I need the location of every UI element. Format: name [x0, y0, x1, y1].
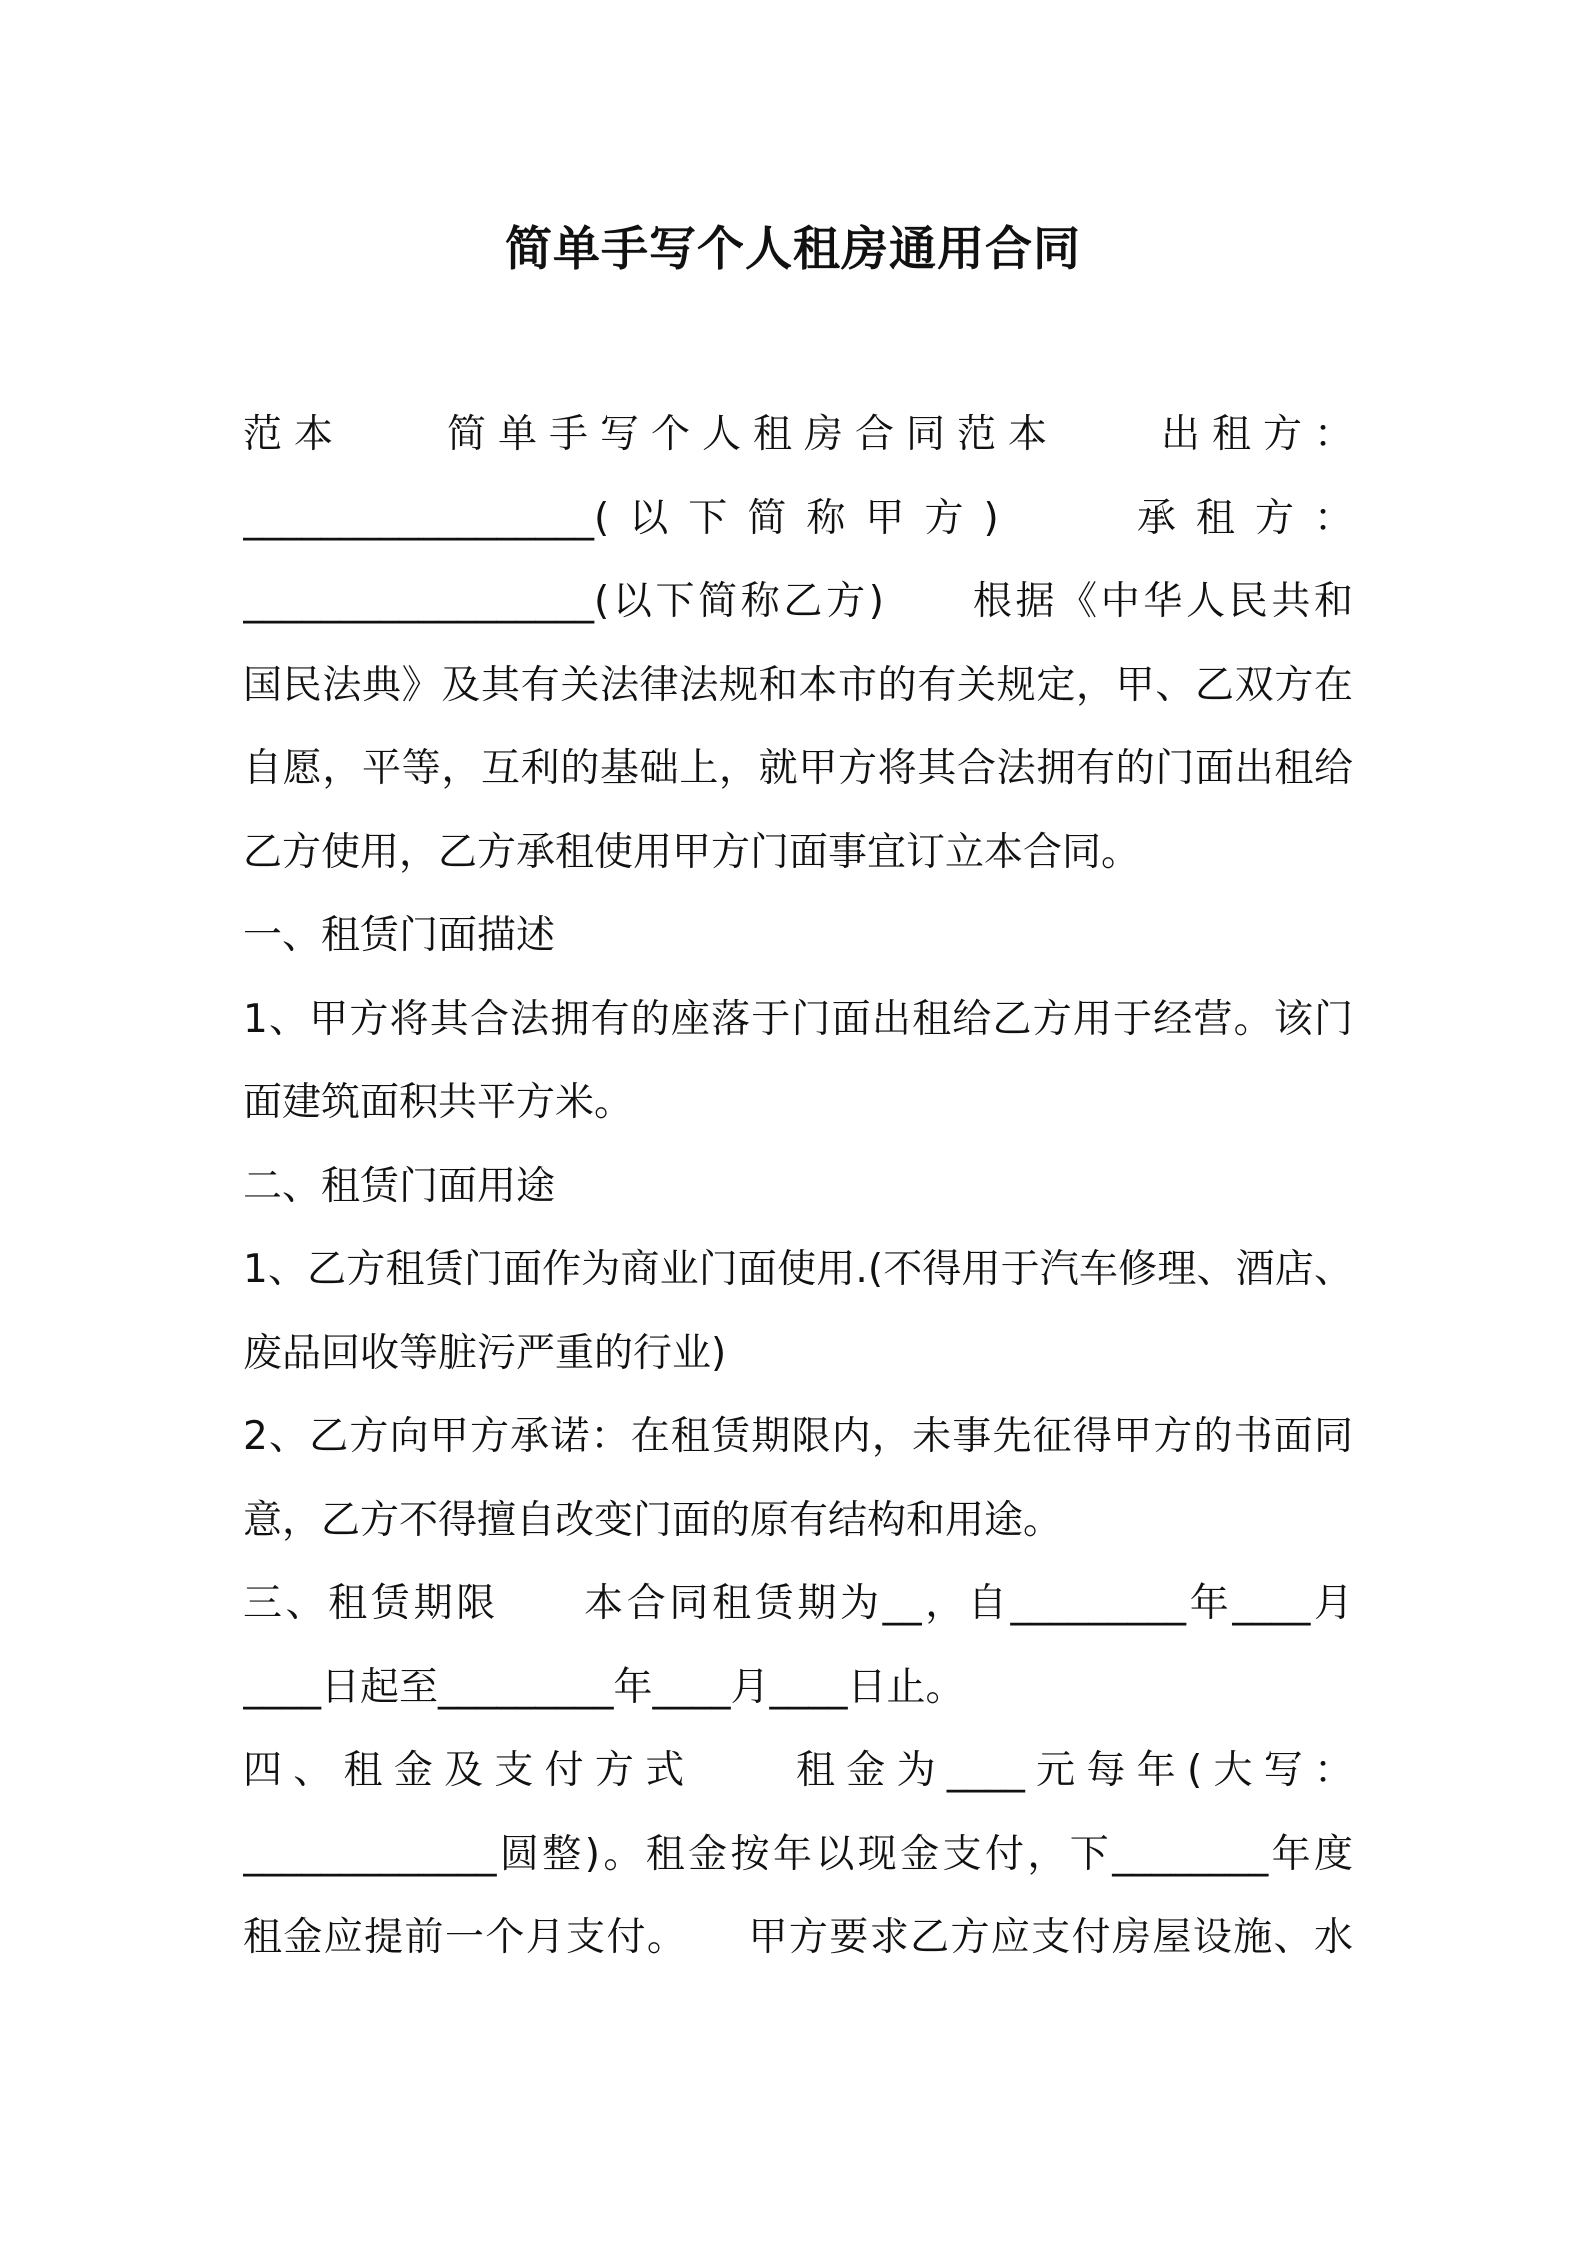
- text-line: 面建筑面积共平方米。: [243, 1080, 634, 1125]
- document-title: 简单手写个人租房通用合同: [505, 222, 1081, 277]
- document-body: [243, 393, 1353, 1980]
- text-line: 1、乙方租赁门面作为商业门面使用.(不得用于汽车修理、酒店、: [243, 1247, 1353, 1292]
- section-heading: 一、租赁门面描述: [243, 913, 556, 958]
- text-line: 乙方使用，乙方承租使用甲方门面事宜订立本合同。: [243, 829, 1141, 875]
- text-line: 租金应提前一个月支付。 甲方要求乙方应支付房屋设施、水: [243, 1915, 1353, 1960]
- text-line: 范本 简单手写个人租房合同范本 出租方：: [243, 412, 1353, 457]
- section-heading: 四、租金及支付方式 租金为____元每年(大写：: [243, 1748, 1353, 1793]
- text-line: __________________(以下简称乙方) 根据《中华人民共和: [243, 579, 1353, 624]
- section-heading: 二、租赁门面用途: [243, 1163, 556, 1209]
- text-line: 国民法典》及其有关法律法规和本市的有关规定，甲、乙双方在: [243, 662, 1353, 708]
- text-line: ____日起至_________年____月____日止。: [243, 1664, 965, 1710]
- section-heading: 三、租赁期限 本合同租赁期为__，自_________年____月: [243, 1581, 1353, 1626]
- text-line: 意，乙方不得擅自改变门面的原有结构和用途。: [243, 1497, 1063, 1543]
- text-line: 2、乙方向甲方承诺：在租赁期限内，未事先征得甲方的书面同: [243, 1414, 1353, 1459]
- text-line: 1、甲方将其合法拥有的座落于门面出租给乙方用于经营。该门: [243, 996, 1353, 1042]
- text-line: 自愿，平等，互利的基础上，就甲方将其合法拥有的门面出租给: [243, 746, 1353, 791]
- text-line: _____________圆整)。租金按年以现金支付，下________年度: [243, 1831, 1353, 1877]
- text-line: 废品回收等脏污严重的行业): [243, 1330, 727, 1376]
- text-line: __________________(以下简称甲方) 承租方：: [243, 495, 1353, 541]
